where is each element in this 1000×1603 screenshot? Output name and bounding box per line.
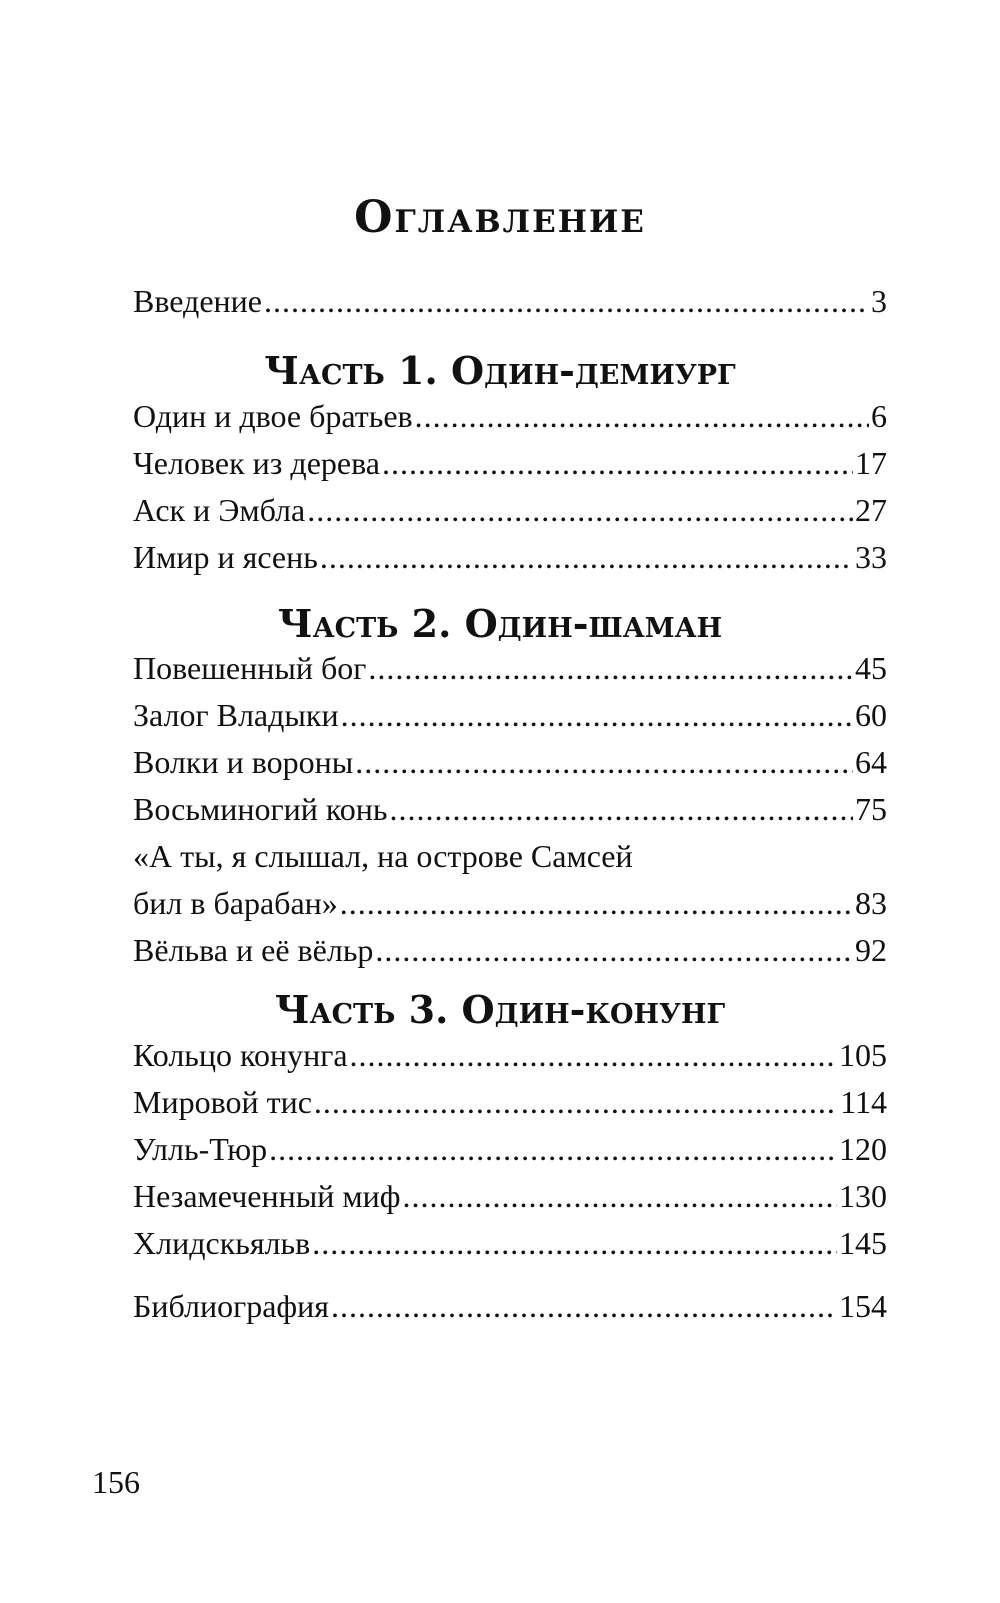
dot-leader	[415, 393, 869, 440]
toc-entry	[133, 278, 887, 325]
toc-part-3	[133, 1032, 887, 1267]
page-title: Оглавление	[354, 192, 646, 243]
toc-entry-title: Волки и вороны	[133, 744, 354, 780]
dot-leader	[402, 1173, 837, 1220]
toc-entry	[133, 786, 887, 833]
toc-entry	[133, 1173, 887, 1220]
toc-entry	[133, 1220, 887, 1267]
part-heading-1: Часть 1. Один-демиург	[264, 348, 736, 393]
toc-entry	[133, 440, 887, 487]
dot-leader	[341, 692, 853, 739]
toc-entry	[133, 880, 887, 927]
dot-leader	[368, 645, 853, 692]
dot-leader	[314, 1079, 838, 1126]
dot-leader	[389, 786, 853, 833]
toc-entry-page: 45	[855, 650, 887, 686]
toc-entry-title: Имир и ясень	[133, 539, 318, 575]
toc-entry-page: 83	[855, 885, 887, 921]
toc-entry-title-line: «А ты, я слышал, на острове Самсей	[133, 838, 633, 874]
dot-leader	[312, 1220, 837, 1267]
toc-intro	[133, 278, 887, 325]
dot-leader	[355, 739, 853, 786]
toc-entry-title: Введение	[133, 283, 262, 319]
toc-part-2	[133, 645, 887, 974]
toc-entry-title: Кольцо конунга	[133, 1037, 348, 1073]
dot-leader	[375, 927, 853, 974]
dot-leader	[350, 1032, 837, 1079]
toc-entry-page: 114	[840, 1084, 887, 1120]
toc-entry	[133, 645, 887, 692]
toc-entry-page: 27	[855, 492, 887, 528]
toc-entry	[133, 927, 887, 974]
toc-entry	[133, 1126, 887, 1173]
toc-entry-title: Хлидскьяльв	[133, 1225, 311, 1261]
toc-entry-title: Залог Владыки	[133, 697, 339, 733]
page-number: 156	[92, 1464, 140, 1500]
toc-entry-page: 145	[839, 1225, 887, 1261]
dot-leader	[340, 880, 853, 927]
toc-entry-page: 3	[871, 283, 887, 319]
toc-entry-title: Аск и Эмбла	[133, 492, 306, 528]
toc-entry-title: Повешенный бог	[133, 650, 367, 686]
toc-entry-title: Улль-Тюр	[133, 1131, 268, 1167]
toc-entry-page: 64	[855, 744, 887, 780]
toc-entry-page: 92	[855, 932, 887, 968]
toc-entry-title: Незамеченный миф	[133, 1178, 401, 1214]
toc-entry-page: 105	[839, 1037, 887, 1073]
dot-leader	[307, 487, 853, 534]
part-heading-2: Часть 2. Один-шаман	[277, 601, 723, 646]
toc-bibliography	[133, 1283, 887, 1330]
dot-leader	[269, 1126, 837, 1173]
toc-entry-title: Один и двое братьев	[133, 398, 413, 434]
toc-entry	[133, 393, 887, 440]
toc-entry-title: Библиография	[133, 1288, 329, 1324]
toc-entry	[133, 739, 887, 786]
toc-entry-title: бил в барабан»	[133, 885, 338, 921]
toc-entry-page: 17	[855, 445, 887, 481]
toc-entry-title: Вёльва и её вёльр	[133, 932, 374, 968]
toc-entry-page: 6	[871, 398, 887, 434]
dot-leader	[331, 1283, 837, 1330]
toc-entry	[133, 1079, 887, 1126]
toc-entry-page: 75	[855, 791, 887, 827]
toc-entry-title: Человек из дерева	[133, 445, 380, 481]
dot-leader	[320, 534, 853, 581]
toc-entry-page: 60	[855, 697, 887, 733]
toc-part-1	[133, 393, 887, 581]
toc-entry	[133, 1283, 887, 1330]
dot-leader	[264, 278, 869, 325]
part-heading-3: Часть 3. Один-конунг	[274, 987, 726, 1032]
toc-entry-page: 154	[839, 1288, 887, 1324]
dot-leader	[382, 440, 853, 487]
toc-entry	[133, 1032, 887, 1079]
toc-entry-title: Мировой тис	[133, 1084, 312, 1120]
toc-entry-page: 33	[855, 539, 887, 575]
toc-entry-title: Восьминогий конь	[133, 791, 388, 827]
toc-entry	[133, 692, 887, 739]
toc-entry	[133, 534, 887, 581]
toc-entry-page: 120	[839, 1131, 887, 1167]
toc-entry	[133, 487, 887, 534]
toc-entry-page: 130	[839, 1178, 887, 1214]
